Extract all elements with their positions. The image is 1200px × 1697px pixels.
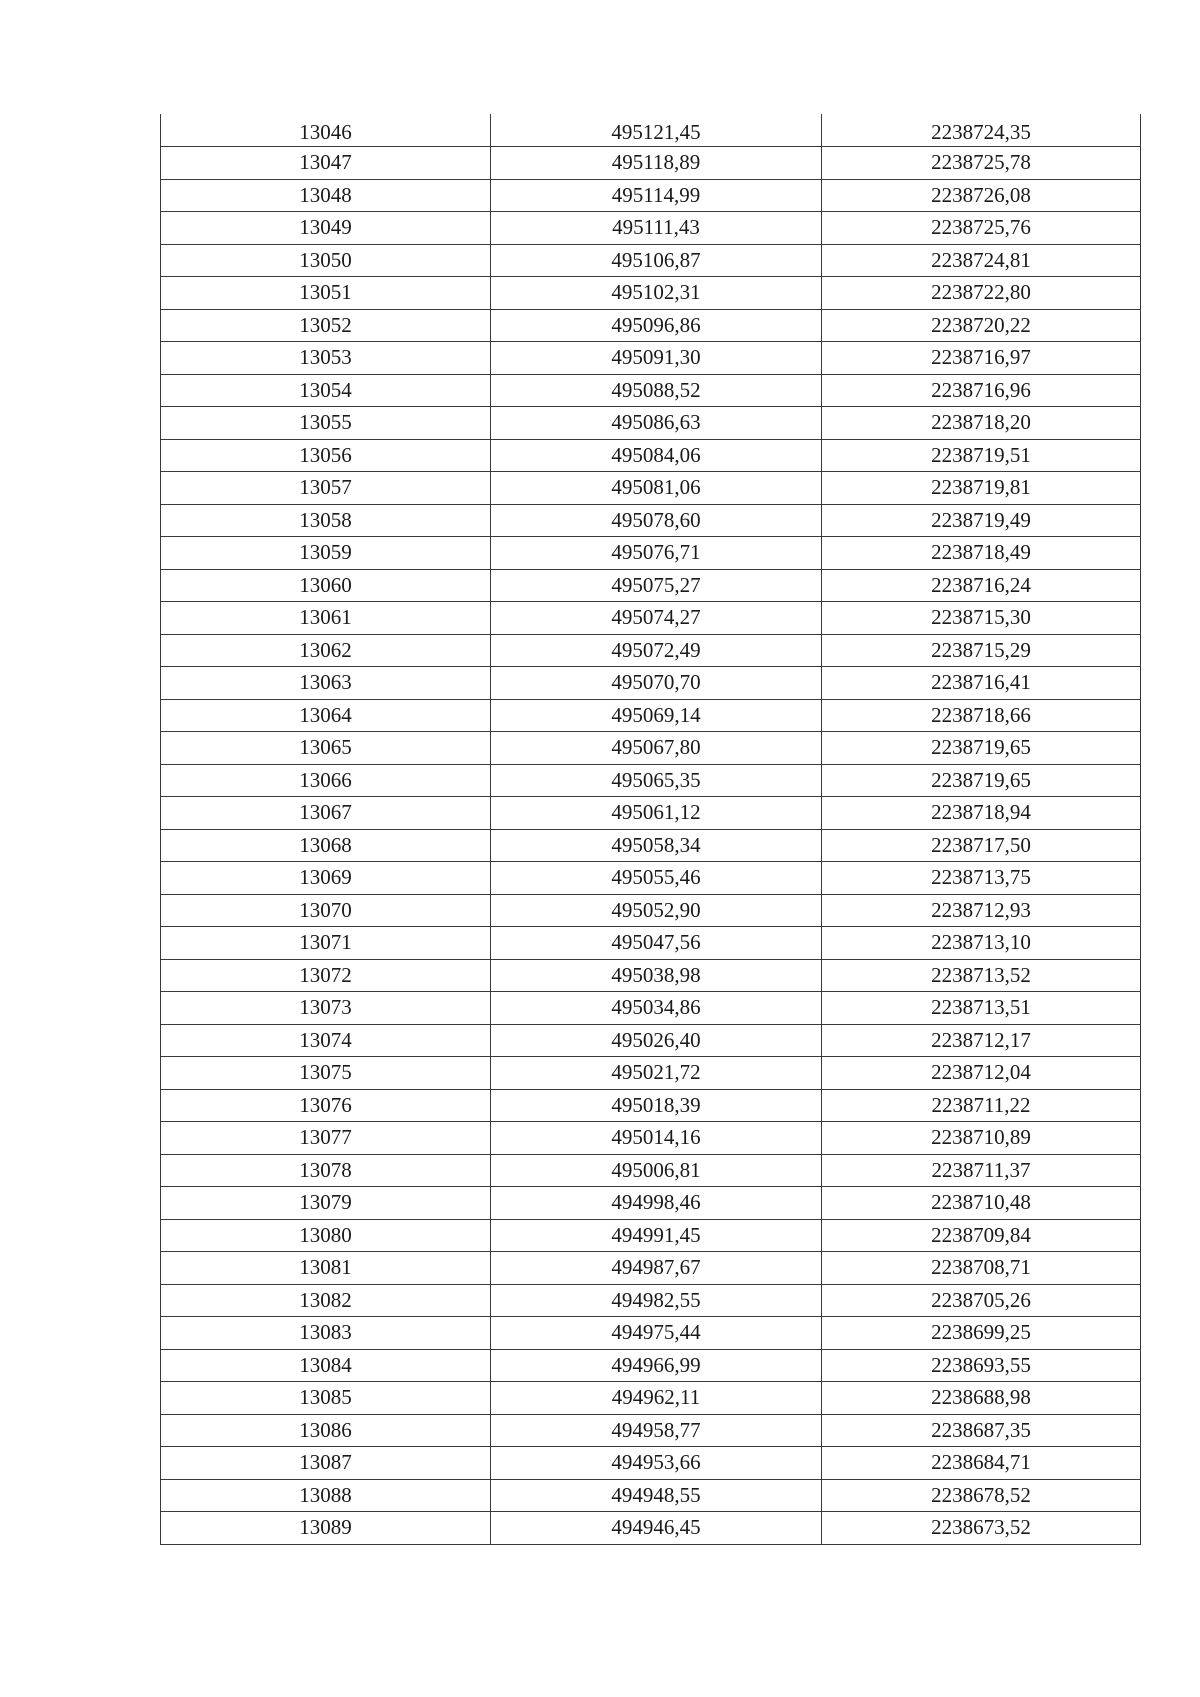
table-row — [161, 1479, 1141, 1512]
table-row — [161, 862, 1141, 895]
x-coordinate-cell: 495055,46 — [491, 862, 822, 895]
point-number-cell: 13055 — [161, 407, 491, 440]
y-coordinate-cell: 2238726,08 — [822, 179, 1141, 212]
y-coordinate-cell: 2238719,51 — [822, 439, 1141, 472]
table-row — [161, 374, 1141, 407]
point-number-cell: 13054 — [161, 374, 491, 407]
table-row — [161, 1317, 1141, 1350]
y-coordinate-cell: 2238712,17 — [822, 1024, 1141, 1057]
point-number-cell: 13069 — [161, 862, 491, 895]
x-coordinate-cell: 495014,16 — [491, 1122, 822, 1155]
table-row — [161, 147, 1141, 180]
table-row — [161, 927, 1141, 960]
point-number-cell: 13079 — [161, 1187, 491, 1220]
point-number-cell: 13053 — [161, 342, 491, 375]
y-coordinate-cell: 2238713,51 — [822, 992, 1141, 1025]
table-row — [161, 407, 1141, 440]
point-number-cell: 13063 — [161, 667, 491, 700]
table-row — [161, 959, 1141, 992]
point-number-cell: 13078 — [161, 1154, 491, 1187]
point-number-cell: 13088 — [161, 1479, 491, 1512]
table-row — [161, 1024, 1141, 1057]
y-coordinate-cell: 2238711,37 — [822, 1154, 1141, 1187]
table-row — [161, 1057, 1141, 1090]
y-coordinate-cell: 2238718,94 — [822, 797, 1141, 830]
point-number-cell: 13075 — [161, 1057, 491, 1090]
x-coordinate-cell: 495111,43 — [491, 212, 822, 245]
x-coordinate-cell: 495018,39 — [491, 1089, 822, 1122]
x-coordinate-cell: 495026,40 — [491, 1024, 822, 1057]
y-coordinate-cell: 2238709,84 — [822, 1219, 1141, 1252]
point-number-cell: 13082 — [161, 1284, 491, 1317]
y-coordinate-cell: 2238718,20 — [822, 407, 1141, 440]
table-row — [161, 667, 1141, 700]
point-number-cell: 13071 — [161, 927, 491, 960]
x-coordinate-cell: 495069,14 — [491, 699, 822, 732]
y-coordinate-cell: 2238711,22 — [822, 1089, 1141, 1122]
point-number-cell: 13048 — [161, 179, 491, 212]
point-number-cell: 13062 — [161, 634, 491, 667]
y-coordinate-cell: 2238722,80 — [822, 277, 1141, 310]
y-coordinate-cell: 2238716,41 — [822, 667, 1141, 700]
x-coordinate-cell: 495065,35 — [491, 764, 822, 797]
table-row — [161, 179, 1141, 212]
y-coordinate-cell: 2238684,71 — [822, 1447, 1141, 1480]
x-coordinate-cell: 494966,99 — [491, 1349, 822, 1382]
y-coordinate-cell: 2238716,24 — [822, 569, 1141, 602]
table-body — [161, 114, 1141, 1544]
x-coordinate-cell: 495076,71 — [491, 537, 822, 570]
x-coordinate-cell: 494998,46 — [491, 1187, 822, 1220]
y-coordinate-cell: 2238710,48 — [822, 1187, 1141, 1220]
table-row — [161, 212, 1141, 245]
y-coordinate-cell: 2238699,25 — [822, 1317, 1141, 1350]
point-number-cell: 13066 — [161, 764, 491, 797]
x-coordinate-cell: 495061,12 — [491, 797, 822, 830]
point-number-cell: 13076 — [161, 1089, 491, 1122]
point-number-cell: 13089 — [161, 1512, 491, 1545]
point-number-cell: 13060 — [161, 569, 491, 602]
table-row — [161, 1382, 1141, 1415]
point-number-cell: 13057 — [161, 472, 491, 505]
table-row — [161, 342, 1141, 375]
table-row — [161, 732, 1141, 765]
x-coordinate-cell: 495070,70 — [491, 667, 822, 700]
table-row — [161, 1447, 1141, 1480]
x-coordinate-cell: 495088,52 — [491, 374, 822, 407]
x-coordinate-cell: 495074,27 — [491, 602, 822, 635]
x-coordinate-cell: 495102,31 — [491, 277, 822, 310]
x-coordinate-cell: 495075,27 — [491, 569, 822, 602]
y-coordinate-cell: 2238705,26 — [822, 1284, 1141, 1317]
table-row — [161, 537, 1141, 570]
table-row — [161, 1252, 1141, 1285]
point-number-cell: 13084 — [161, 1349, 491, 1382]
y-coordinate-cell: 2238713,10 — [822, 927, 1141, 960]
point-number-cell: 13049 — [161, 212, 491, 245]
table-row — [161, 569, 1141, 602]
x-coordinate-cell: 495052,90 — [491, 894, 822, 927]
x-coordinate-cell: 495067,80 — [491, 732, 822, 765]
point-number-cell: 13068 — [161, 829, 491, 862]
y-coordinate-cell: 2238713,75 — [822, 862, 1141, 895]
x-coordinate-cell: 495121,45 — [491, 114, 822, 147]
x-coordinate-cell: 494991,45 — [491, 1219, 822, 1252]
x-coordinate-cell: 495114,99 — [491, 179, 822, 212]
y-coordinate-cell: 2238720,22 — [822, 309, 1141, 342]
y-coordinate-cell: 2238718,49 — [822, 537, 1141, 570]
x-coordinate-cell: 494987,67 — [491, 1252, 822, 1285]
point-number-cell: 13072 — [161, 959, 491, 992]
point-number-cell: 13070 — [161, 894, 491, 927]
x-coordinate-cell: 495038,98 — [491, 959, 822, 992]
x-coordinate-cell: 494948,55 — [491, 1479, 822, 1512]
table-row — [161, 1414, 1141, 1447]
y-coordinate-cell: 2238716,96 — [822, 374, 1141, 407]
point-number-cell: 13058 — [161, 504, 491, 537]
point-number-cell: 13051 — [161, 277, 491, 310]
y-coordinate-cell: 2238712,93 — [822, 894, 1141, 927]
point-number-cell: 13083 — [161, 1317, 491, 1350]
point-number-cell: 13067 — [161, 797, 491, 830]
table-row — [161, 829, 1141, 862]
y-coordinate-cell: 2238717,50 — [822, 829, 1141, 862]
y-coordinate-cell: 2238725,78 — [822, 147, 1141, 180]
y-coordinate-cell: 2238713,52 — [822, 959, 1141, 992]
y-coordinate-cell: 2238687,35 — [822, 1414, 1141, 1447]
table-row — [161, 1122, 1141, 1155]
x-coordinate-cell: 495091,30 — [491, 342, 822, 375]
table-row — [161, 1154, 1141, 1187]
x-coordinate-cell: 495106,87 — [491, 244, 822, 277]
table-row — [161, 504, 1141, 537]
point-number-cell: 13086 — [161, 1414, 491, 1447]
table-row — [161, 1349, 1141, 1382]
x-coordinate-cell: 494982,55 — [491, 1284, 822, 1317]
table-row — [161, 114, 1141, 147]
x-coordinate-cell: 495047,56 — [491, 927, 822, 960]
point-number-cell: 13073 — [161, 992, 491, 1025]
x-coordinate-cell: 494962,11 — [491, 1382, 822, 1415]
point-number-cell: 13050 — [161, 244, 491, 277]
table-row — [161, 439, 1141, 472]
table-row — [161, 1512, 1141, 1545]
point-number-cell: 13077 — [161, 1122, 491, 1155]
table-row — [161, 602, 1141, 635]
point-number-cell: 13085 — [161, 1382, 491, 1415]
x-coordinate-cell: 495086,63 — [491, 407, 822, 440]
y-coordinate-cell: 2238712,04 — [822, 1057, 1141, 1090]
y-coordinate-cell: 2238719,49 — [822, 504, 1141, 537]
y-coordinate-cell: 2238718,66 — [822, 699, 1141, 732]
table-row — [161, 1187, 1141, 1220]
table-row — [161, 992, 1141, 1025]
y-coordinate-cell: 2238715,29 — [822, 634, 1141, 667]
x-coordinate-cell: 495084,06 — [491, 439, 822, 472]
y-coordinate-cell: 2238719,81 — [822, 472, 1141, 505]
point-number-cell: 13059 — [161, 537, 491, 570]
y-coordinate-cell: 2238673,52 — [822, 1512, 1141, 1545]
y-coordinate-cell: 2238678,52 — [822, 1479, 1141, 1512]
y-coordinate-cell: 2238715,30 — [822, 602, 1141, 635]
y-coordinate-cell: 2238724,35 — [822, 114, 1141, 147]
point-number-cell: 13080 — [161, 1219, 491, 1252]
table-row — [161, 309, 1141, 342]
y-coordinate-cell: 2238708,71 — [822, 1252, 1141, 1285]
table-row — [161, 797, 1141, 830]
point-number-cell: 13064 — [161, 699, 491, 732]
table-row — [161, 764, 1141, 797]
point-number-cell: 13046 — [161, 114, 491, 147]
x-coordinate-cell: 494946,45 — [491, 1512, 822, 1545]
x-coordinate-cell: 495072,49 — [491, 634, 822, 667]
x-coordinate-cell: 495118,89 — [491, 147, 822, 180]
x-coordinate-cell: 495081,06 — [491, 472, 822, 505]
point-number-cell: 13047 — [161, 147, 491, 180]
table-row — [161, 1089, 1141, 1122]
table-row — [161, 634, 1141, 667]
x-coordinate-cell: 494958,77 — [491, 1414, 822, 1447]
x-coordinate-cell: 495096,86 — [491, 309, 822, 342]
point-number-cell: 13081 — [161, 1252, 491, 1285]
y-coordinate-cell: 2238710,89 — [822, 1122, 1141, 1155]
y-coordinate-cell: 2238688,98 — [822, 1382, 1141, 1415]
x-coordinate-cell: 495078,60 — [491, 504, 822, 537]
table-row — [161, 244, 1141, 277]
x-coordinate-cell: 494953,66 — [491, 1447, 822, 1480]
y-coordinate-cell: 2238719,65 — [822, 732, 1141, 765]
table-row — [161, 277, 1141, 310]
point-number-cell: 13056 — [161, 439, 491, 472]
x-coordinate-cell: 495021,72 — [491, 1057, 822, 1090]
x-coordinate-cell: 494975,44 — [491, 1317, 822, 1350]
point-number-cell: 13087 — [161, 1447, 491, 1480]
y-coordinate-cell: 2238719,65 — [822, 764, 1141, 797]
x-coordinate-cell: 495006,81 — [491, 1154, 822, 1187]
point-number-cell: 13074 — [161, 1024, 491, 1057]
table-row — [161, 894, 1141, 927]
y-coordinate-cell: 2238693,55 — [822, 1349, 1141, 1382]
point-number-cell: 13061 — [161, 602, 491, 635]
table-row — [161, 1284, 1141, 1317]
x-coordinate-cell: 495034,86 — [491, 992, 822, 1025]
table-row — [161, 472, 1141, 505]
x-coordinate-cell: 495058,34 — [491, 829, 822, 862]
y-coordinate-cell: 2238724,81 — [822, 244, 1141, 277]
table-row — [161, 1219, 1141, 1252]
point-number-cell: 13052 — [161, 309, 491, 342]
point-number-cell: 13065 — [161, 732, 491, 765]
y-coordinate-cell: 2238725,76 — [822, 212, 1141, 245]
table-row — [161, 699, 1141, 732]
y-coordinate-cell: 2238716,97 — [822, 342, 1141, 375]
coordinates-table — [160, 114, 1141, 1545]
